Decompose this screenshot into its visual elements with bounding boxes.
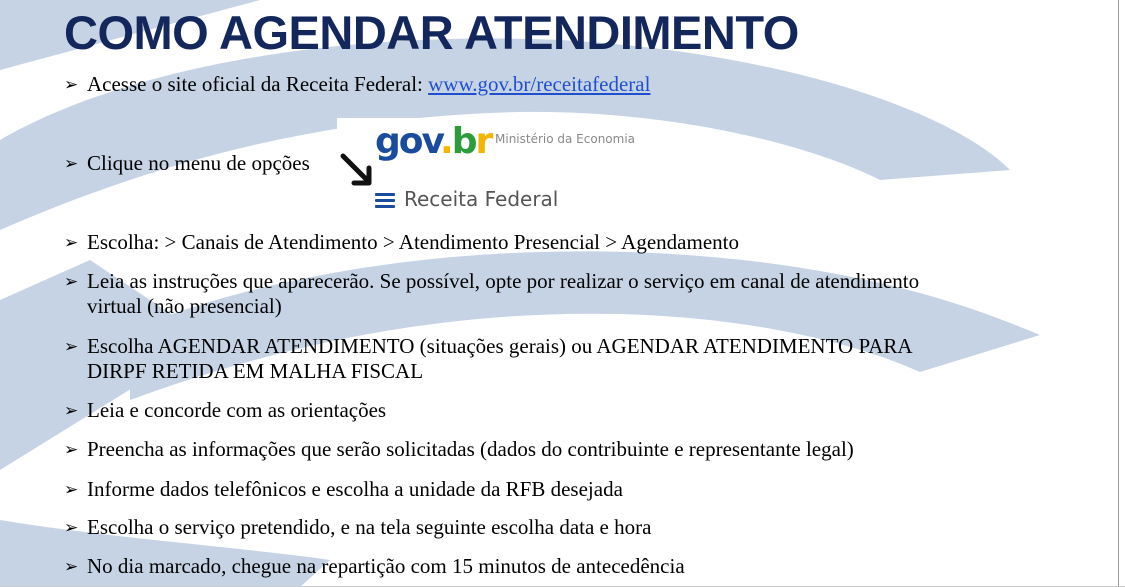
bullet-text: Acesse o site oficial da Receita Federal: xyxy=(87,72,429,96)
bullet-text-line-2: DIRPF RETIDA EM MALHA FISCAL xyxy=(87,359,424,383)
bullet-text: Escolha o serviço pretendido, e na tela seguinte escolha data e hora xyxy=(87,515,652,539)
bullet-text-line-1: Escolha AGENDAR ATENDIMENTO (situações gerais) ou AGENDAR ATENDIMENTO PARA xyxy=(87,334,913,358)
list-item xyxy=(64,398,386,423)
bullet-text: Escolha: > Canais de Atendimento > Atendimento Presencial > Agendamento xyxy=(87,230,739,254)
bullet-arrow-icon: ➢ xyxy=(64,518,79,537)
list-item xyxy=(64,437,854,462)
bullet-text: No dia marcado, chegue na repartição com 15 minutos de antecedência xyxy=(87,554,685,578)
pointer-arrow-icon xyxy=(337,148,377,192)
bullet-text-line-1: Leia as instruções que aparecerão. Se possível, opte por realizar o serviço em canal de atendimento xyxy=(87,269,920,293)
ministry-label: Ministério da Economia xyxy=(495,132,636,146)
govbr-header-image xyxy=(337,118,639,214)
bullet-text-line-2: virtual (não presencial) xyxy=(87,294,282,318)
govbr-logo: gov.br xyxy=(375,121,492,162)
list-item xyxy=(64,334,913,384)
bullet-arrow-icon: ➢ xyxy=(64,480,79,499)
bullet-text: Clique no menu de opções xyxy=(87,151,310,175)
bullet-arrow-icon: ➢ xyxy=(64,233,79,252)
bullet-text: Leia e concorde com as orientações xyxy=(87,398,387,422)
receita-federal-label: Receita Federal xyxy=(404,187,559,211)
list-item xyxy=(64,151,310,176)
bullet-arrow-icon: ➢ xyxy=(64,401,79,420)
list-item xyxy=(64,269,919,319)
page-title: COMO AGENDAR ATENDIMENTO xyxy=(64,6,799,59)
slide-edge-right xyxy=(1118,0,1119,587)
receita-federal-link[interactable]: www.gov.br/receitafederal xyxy=(428,72,651,96)
bullet-arrow-icon: ➢ xyxy=(64,440,79,459)
list-item xyxy=(64,477,623,502)
list-item xyxy=(64,515,651,540)
bullet-text: Preencha as informações que serão solicitadas (dados do contribuinte e representante legal) xyxy=(87,437,854,461)
bullet-arrow-icon: ➢ xyxy=(64,557,79,576)
bullet-arrow-icon: ➢ xyxy=(64,75,79,94)
bullet-arrow-icon: ➢ xyxy=(64,272,79,291)
list-item xyxy=(64,230,739,255)
bullet-arrow-icon: ➢ xyxy=(64,154,79,173)
bullet-text: Informe dados telefônicos e escolha a unidade da RFB desejada xyxy=(87,477,623,501)
list-item xyxy=(64,72,650,97)
bullet-arrow-icon: ➢ xyxy=(64,337,79,356)
list-item xyxy=(64,554,685,579)
hamburger-menu-icon xyxy=(375,193,395,209)
